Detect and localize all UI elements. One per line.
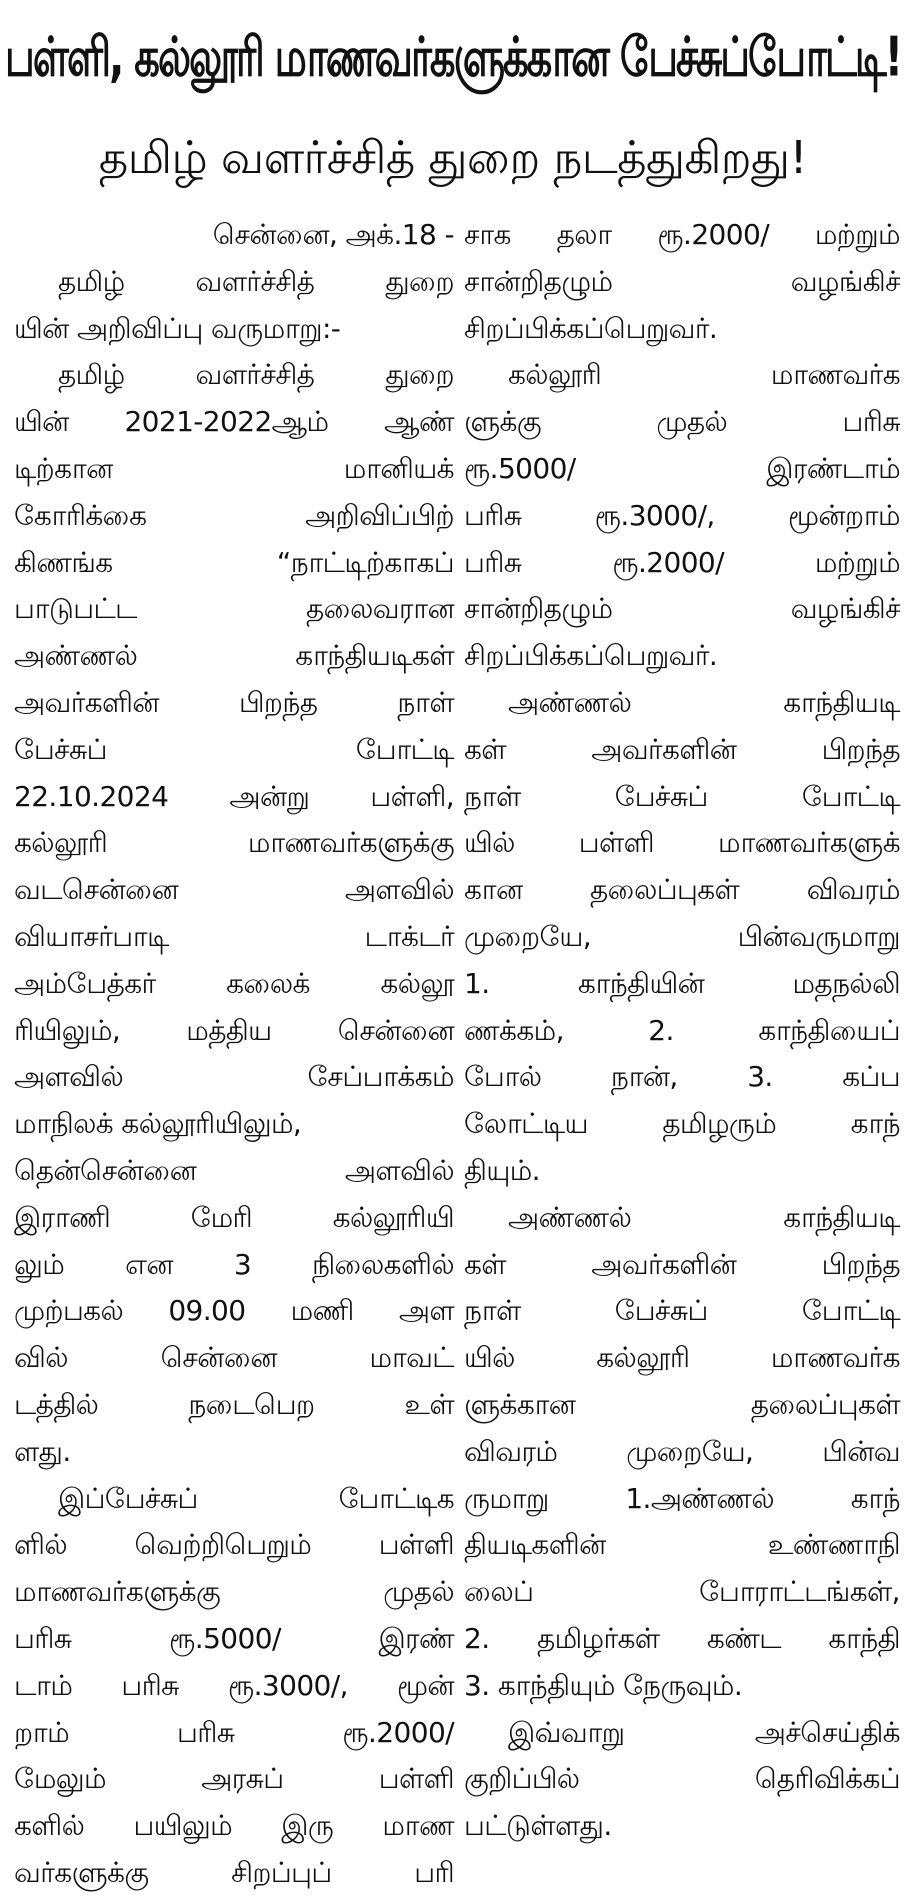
- article-line: அம்பேத்கர் கலைக் கல்லூ: [14, 966, 454, 1000]
- article-line: டத்தில் நடைபெற உள்: [14, 1387, 454, 1421]
- article-line: பரிசு ரூ.5000/ இரண்: [14, 1621, 454, 1655]
- article-line: இப்பேச்சுப் போட்டிக: [58, 1481, 454, 1515]
- article-line: வியாசர்பாடி டாக்டர்: [14, 919, 454, 953]
- article-line: யில் பள்ளி மாணவர்களுக்: [464, 826, 900, 860]
- article-line: 3. காந்தியும் நேருவும்.: [464, 1668, 743, 1702]
- article-line: 2. தமிழர்கள் கண்ட காந்தி: [464, 1621, 900, 1655]
- article-line: லும் என 3 நிலைகளில்: [14, 1247, 454, 1281]
- article-line: கிணங்க “நாட்டிற்காகப்: [14, 545, 454, 579]
- article-line: குறிப்பில் தெரிவிக்கப்: [464, 1762, 900, 1796]
- article-line: றாம் பரிசு ரூ.2000/: [14, 1715, 454, 1749]
- article-line: பரிசு ரூ.2000/ மற்றும்: [464, 545, 900, 579]
- article-line: அளவில் சேப்பாக்கம்: [14, 1060, 454, 1094]
- article-line: பேச்சுப் போட்டி: [14, 732, 454, 766]
- article-line: 22.10.2024 அன்று பள்ளி,: [14, 779, 454, 813]
- article-line: வில் சென்னை மாவட்: [14, 1341, 454, 1375]
- article-line: டாம் பரிசு ரூ.3000/, மூன்: [14, 1668, 454, 1702]
- article-line: இவ்வாறு அச்செய்திக்: [508, 1715, 900, 1749]
- article-line: அண்ணல் காந்தியடி: [508, 685, 900, 719]
- article-line: நாள் பேச்சுப் போட்டி: [464, 779, 900, 813]
- article-line: யில் கல்லூரி மாணவர்க: [464, 1341, 900, 1375]
- article-line: மாணவர்களுக்கு முதல்: [14, 1575, 454, 1609]
- article-line: லோட்டிய தமிழரும் காந்: [464, 1107, 900, 1141]
- article-line: சான்றிதழும் வழங்கிச்: [464, 592, 900, 626]
- article-line: டிற்கான மானியக்: [14, 451, 454, 485]
- article-line: சிறப்பிக்கப்பெறுவர்.: [464, 639, 718, 673]
- article-line: யின் 2021-2022ஆம் ஆண்: [14, 405, 454, 439]
- article-line: கள் அவர்களின் பிறந்த: [464, 732, 900, 766]
- article-line: அண்ணல் காந்தியடி: [508, 1200, 900, 1234]
- article-line: தமிழ் வளர்ச்சித் துறை: [58, 358, 454, 392]
- article-line: பாடுபட்ட தலைவரான: [14, 592, 454, 626]
- article-line: சென்னை, அக்.18 -: [212, 218, 454, 251]
- article-line: தென்சென்னை அளவில்: [14, 1153, 454, 1187]
- article-line: முறையே, பின்வருமாறு: [464, 919, 900, 953]
- article-line: 1. காந்தியின் மதநல்லி: [464, 966, 900, 1000]
- article-line: ரியிலும், மத்திய சென்னை: [14, 1013, 454, 1047]
- article-line: கான தலைப்புகள் விவரம்: [464, 873, 900, 907]
- article-left-column: [14, 212, 454, 1889]
- article-line: சிறப்பிக்கப்பெறுவர்.: [464, 311, 718, 345]
- article-line: கல்லூரி மாணவர்க: [508, 358, 900, 392]
- article-line: பரிசு ரூ.3000/, மூன்றாம்: [464, 498, 900, 532]
- article-line: ளுக்கான தலைப்புகள்: [464, 1387, 900, 1421]
- article-line: சான்றிதழும் வழங்கிச்: [464, 264, 900, 298]
- article-line: தமிழ் வளர்ச்சித் துறை: [58, 264, 454, 298]
- article-line: மாநிலக் கல்லூரியிலும்,: [14, 1107, 302, 1141]
- article-line: ரூ.5000/ இரண்டாம்: [464, 451, 900, 485]
- article-right-column: [464, 212, 900, 1843]
- article-line: யின் அறிவிப்பு வருமாறு:-: [14, 311, 341, 345]
- article-line: நாள் பேச்சுப் போட்டி: [464, 1294, 900, 1328]
- article-line: மேலும் அரசுப் பள்ளி: [14, 1762, 454, 1796]
- article-line: லைப் போராட்டங்கள்,: [464, 1575, 900, 1609]
- headline: பள்ளி, கல்லூரி மாணவர்களுக்கான பேச்சுப்போட்டி!: [5, 26, 901, 90]
- subheadline: தமிழ் வளர்ச்சித் துறை நடத்துகிறது!: [98, 131, 808, 184]
- article-line: ருமாறு 1.அண்ணல் காந்: [464, 1481, 900, 1515]
- article-line: வர்களுக்கு சிறப்புப் பரி: [14, 1855, 454, 1889]
- article-line: வடசென்னை அளவில்: [14, 873, 454, 907]
- article-line: களில் பயிலும் இரு மாண: [14, 1809, 454, 1843]
- article-line: ளில் வெற்றிபெறும் பள்ளி: [14, 1528, 454, 1562]
- article-line: ளது.: [14, 1434, 71, 1468]
- article-line: பட்டுள்ளது.: [464, 1809, 612, 1843]
- article-line: ளுக்கு முதல் பரிசு: [464, 405, 900, 439]
- article-line: கோரிக்கை அறிவிப்பிற்: [14, 498, 454, 532]
- article-line: விவரம் முறையே, பின்வ: [464, 1434, 900, 1468]
- article-line: ணக்கம், 2. காந்தியைப்: [464, 1013, 900, 1047]
- article-line: தியும்.: [464, 1153, 540, 1187]
- article-line: போல் நான், 3. கப்ப: [464, 1060, 900, 1094]
- article-line: இராணி மேரி கல்லூரியி: [14, 1200, 454, 1234]
- article-line: சாக தலா ரூ.2000/ மற்றும்: [464, 218, 900, 251]
- article-line: முற்பகல் 09.00 மணி அள: [14, 1294, 454, 1328]
- article-line: தியடிகளின் உண்ணாநி: [464, 1528, 900, 1562]
- article-line: கல்லூரி மாணவர்களுக்கு: [14, 826, 454, 860]
- article-line: அவர்களின் பிறந்த நாள்: [14, 685, 454, 719]
- article-line: அண்ணல் காந்தியடிகள்: [14, 639, 454, 673]
- article-line: கள் அவர்களின் பிறந்த: [464, 1247, 900, 1281]
